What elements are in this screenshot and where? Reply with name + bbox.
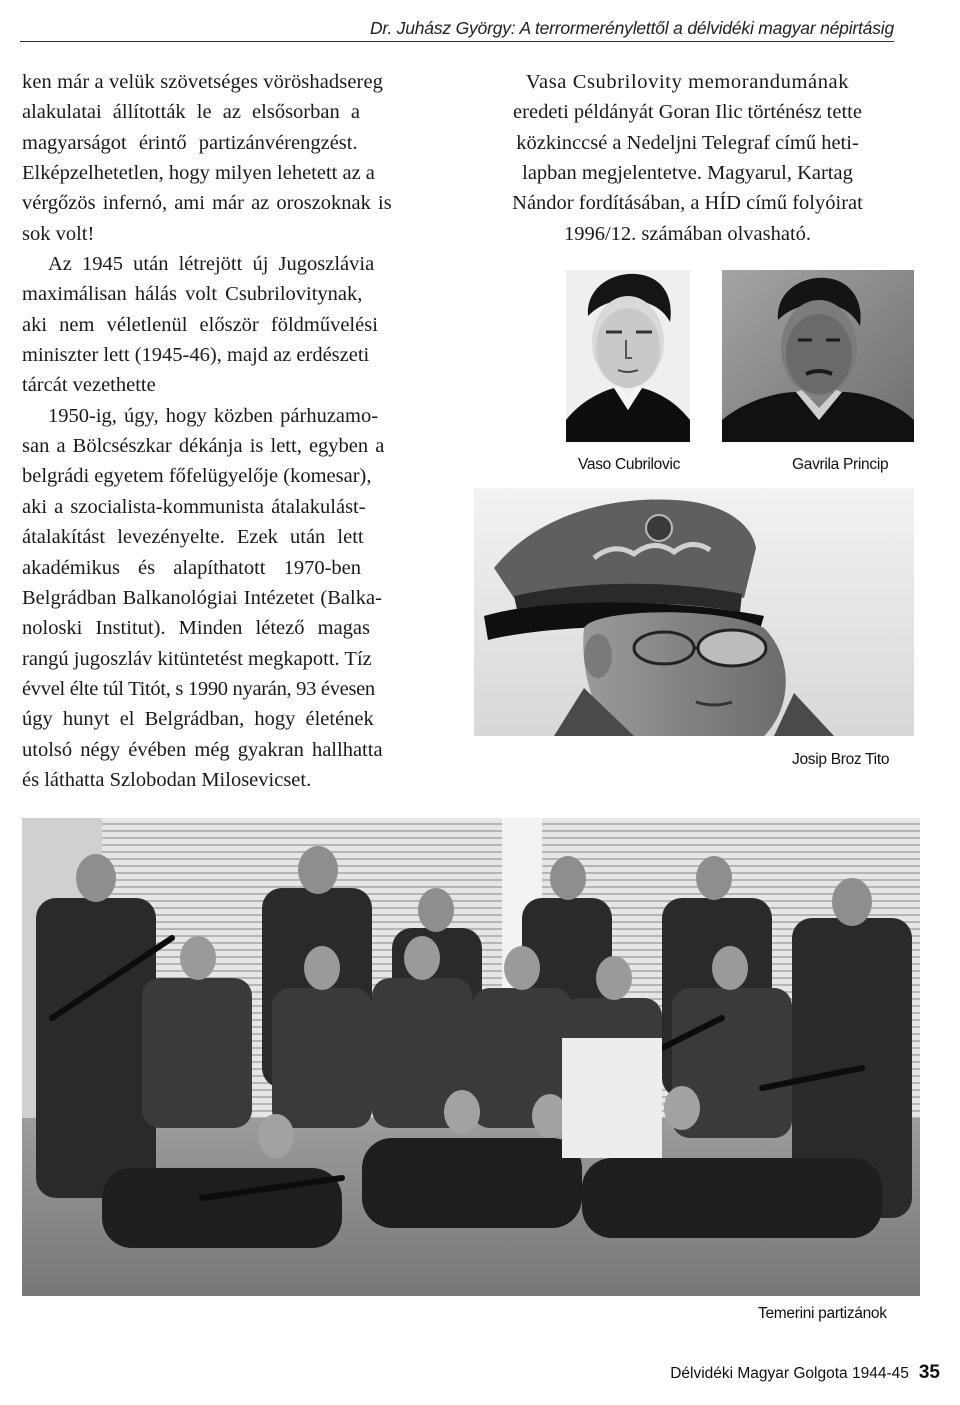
- footer-book-title: Délvidéki Magyar Golgota 1944-45: [670, 1365, 909, 1382]
- caption-cubrilovic: Vaso Cubrilovic: [578, 456, 681, 473]
- page-number: 35: [918, 1362, 940, 1383]
- text-line: noloski Institut). Minden létező magas: [22, 617, 370, 640]
- text-line: belgrádi egyetem főfelügyelője (komesar),: [22, 465, 372, 488]
- paragraph-2: [22, 249, 446, 795]
- text-line: úgy hunyt el Belgrádban, hogy életének: [22, 708, 374, 731]
- text-line: átalakítást levezényelte. Ezek után lett: [22, 526, 364, 549]
- text-line: 1996/12. számában olvasható.: [563, 222, 812, 245]
- text-line: Vasa Csubrilovity memorandumának: [525, 71, 850, 93]
- page-footer: [640, 1362, 940, 1384]
- group-photo-temerini-partisans: [22, 818, 920, 1296]
- text-line: és láthatta Szlobodan Milosevicset.: [22, 768, 312, 791]
- text-line: ken már a velük szövetséges vöröshadsereg: [22, 71, 384, 93]
- text-line: akadémikus és alapíthatott 1970-ben: [22, 556, 362, 579]
- text-line: lapban megjelentetve. Magyarul, Kartag: [522, 162, 853, 185]
- text-line: utolsó négy évében még gyakran hallhatta: [22, 738, 383, 761]
- paragraph-1: [22, 67, 446, 249]
- text-line: vérgőzös infernó, ami már az oroszoknak is: [22, 192, 392, 215]
- caption-princip: Gavrila Princip: [792, 456, 889, 473]
- right-text-column: [475, 67, 900, 249]
- text-line: eredeti példányát Goran Ilic történész tette: [513, 101, 862, 124]
- text-line: magyarságot érintő partizánvérengzést.: [22, 131, 358, 154]
- text-line: évvel élte túl Titót, s 1990 nyarán, 93 évesen: [22, 677, 375, 700]
- portrait-cubrilovic: [566, 270, 690, 442]
- text-line: maximálisan hálás volt Csubrilovitynak,: [22, 283, 363, 306]
- caption-tito: Josip Broz Tito: [792, 751, 890, 768]
- text-line: 1950-ig, úgy, hogy közben párhuzamo-: [48, 404, 379, 427]
- portrait-princip: [722, 270, 914, 442]
- text-line: Nándor fordításában, a HÍD című folyóirat: [512, 192, 863, 215]
- text-line: rangú jugoszláv kitüntetést megkapott. Tíz: [22, 647, 372, 670]
- portrait-tito: [474, 488, 914, 736]
- text-line: Az 1945 után létrejött új Jugoszlávia: [48, 253, 375, 276]
- text-line: aki nem véletlenül először földművelési: [22, 313, 378, 336]
- text-line: sok volt!: [22, 222, 95, 245]
- header-divider: [20, 41, 894, 42]
- text-line: san a Bölcsészkar dékánja is lett, egyben a: [22, 435, 385, 458]
- text-line: Elképzelhetetlen, hogy milyen lehetett az a: [22, 162, 375, 185]
- text-line: miniszter lett (1945-46), majd az erdészeti: [22, 344, 370, 367]
- text-line: Belgrádban Balkanológiai Intézetet (Balka-: [22, 586, 382, 609]
- caption-partisans: Temerini partizánok: [758, 1305, 887, 1322]
- text-line: alakulatai állították le az elsősorban a: [22, 101, 360, 124]
- running-header: Dr. Juhász György: A terrormerénylettől a délvidéki magyar népirtásig: [369, 18, 894, 38]
- text-line: tárcát vezethette: [22, 374, 156, 397]
- text-line: aki a szocialista-kommunista átalakulást-: [22, 495, 366, 518]
- text-line: közkinccsé a Nedeljni Telegraf című heti-: [516, 131, 859, 154]
- left-text-column: [22, 67, 446, 795]
